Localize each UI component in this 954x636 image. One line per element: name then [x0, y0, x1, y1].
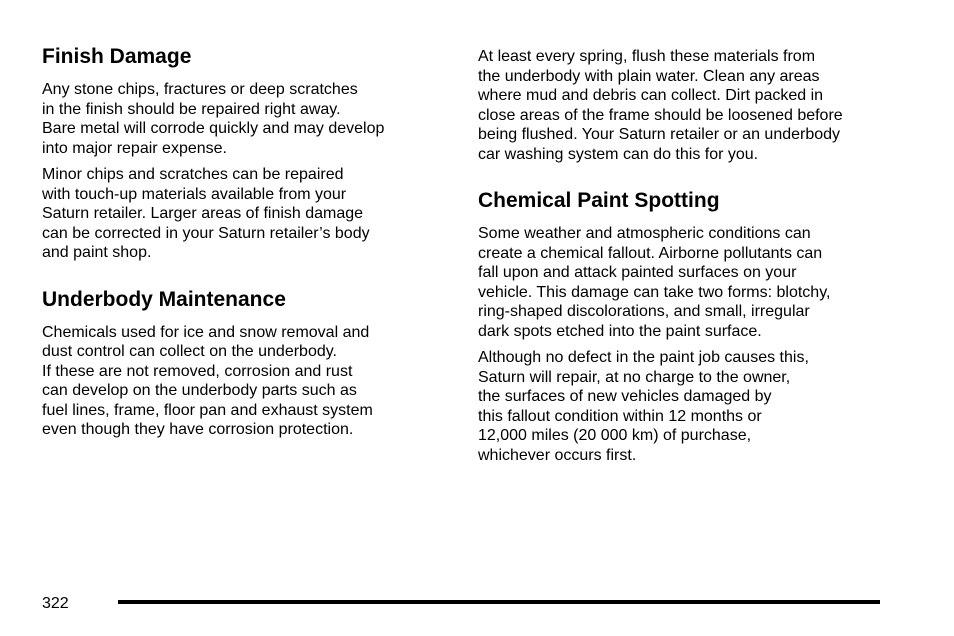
underbody-maintenance-heading: Underbody Maintenance	[42, 287, 286, 311]
text-line: with touch-up materials available from your	[42, 185, 347, 203]
text-line: Chemicals used for ice and snow removal and	[42, 323, 370, 341]
right-column	[478, 47, 888, 472]
text-line: At least every spring, flush these materials from	[478, 48, 816, 65]
footer-rule	[118, 600, 880, 604]
text-line: this fallout condition within 12 months or	[478, 407, 762, 425]
chemical-paragraph-2	[478, 348, 888, 465]
finish-damage-paragraph-1	[42, 80, 442, 158]
text-line: being flushed. Your Saturn retailer or an underbody	[478, 126, 841, 143]
underbody-flush-paragraph	[478, 47, 888, 164]
text-line: can be corrected in your Saturn retailer’s body	[42, 224, 370, 242]
text-line: Any stone chips, fractures or deep scratches	[42, 81, 358, 98]
text-line: the underbody with plain water. Clean any areas	[478, 67, 820, 85]
text-line: can develop on the underbody parts such as	[42, 382, 357, 399]
text-line: close areas of the frame should be loosened before	[478, 106, 843, 124]
text-line: vehicle. This damage can take two forms: blotchy,	[478, 283, 831, 301]
page-number: 322	[42, 595, 69, 612]
text-line: Saturn retailer. Larger areas of finish damage	[42, 205, 364, 222]
text-line: dark spots etched into the paint surface.	[478, 322, 762, 340]
text-line: Some weather and atmospheric conditions can	[478, 225, 811, 242]
left-column	[42, 44, 442, 447]
text-line: dust control can collect on the underbody.	[42, 343, 337, 360]
text-line: the surfaces of new vehicles damaged by	[478, 388, 772, 405]
text-line: create a chemical fallout. Airborne pollutants can	[478, 244, 823, 262]
text-line: Saturn will repair, at no charge to the owner,	[478, 368, 791, 386]
text-line: even though they have corrosion protection.	[42, 421, 354, 438]
finish-damage-heading: Finish Damage	[42, 45, 192, 68]
text-line: into major repair expense.	[42, 139, 227, 157]
text-line: fall upon and attack painted surfaces on your	[478, 264, 797, 281]
text-line: Minor chips and scratches can be repaired	[42, 166, 344, 183]
underbody-paragraph	[42, 323, 442, 440]
text-line: If these are not removed, corrosion and rust	[42, 362, 353, 380]
text-line: Bare metal will corrode quickly and may develop	[42, 120, 385, 137]
text-line: where mud and debris can collect. Dirt packed in	[478, 87, 824, 104]
text-line: ring-shaped discolorations, and small, irregular	[478, 303, 810, 320]
text-line: car washing system can do this for you.	[478, 145, 759, 163]
text-line: in the finish should be repaired right away.	[42, 100, 341, 118]
text-line: and paint shop.	[42, 244, 152, 261]
text-line: fuel lines, frame, floor pan and exhaust system	[42, 401, 373, 419]
chemical-paint-spotting-heading: Chemical Paint Spotting	[478, 189, 720, 212]
text-line: 12,000 miles (20 000 km) of purchase,	[478, 427, 752, 444]
chemical-paragraph-1	[478, 224, 888, 341]
text-line: Although no defect in the paint job causes this,	[478, 349, 809, 366]
text-line: whichever occurs first.	[478, 446, 637, 464]
finish-damage-paragraph-2	[42, 165, 442, 263]
